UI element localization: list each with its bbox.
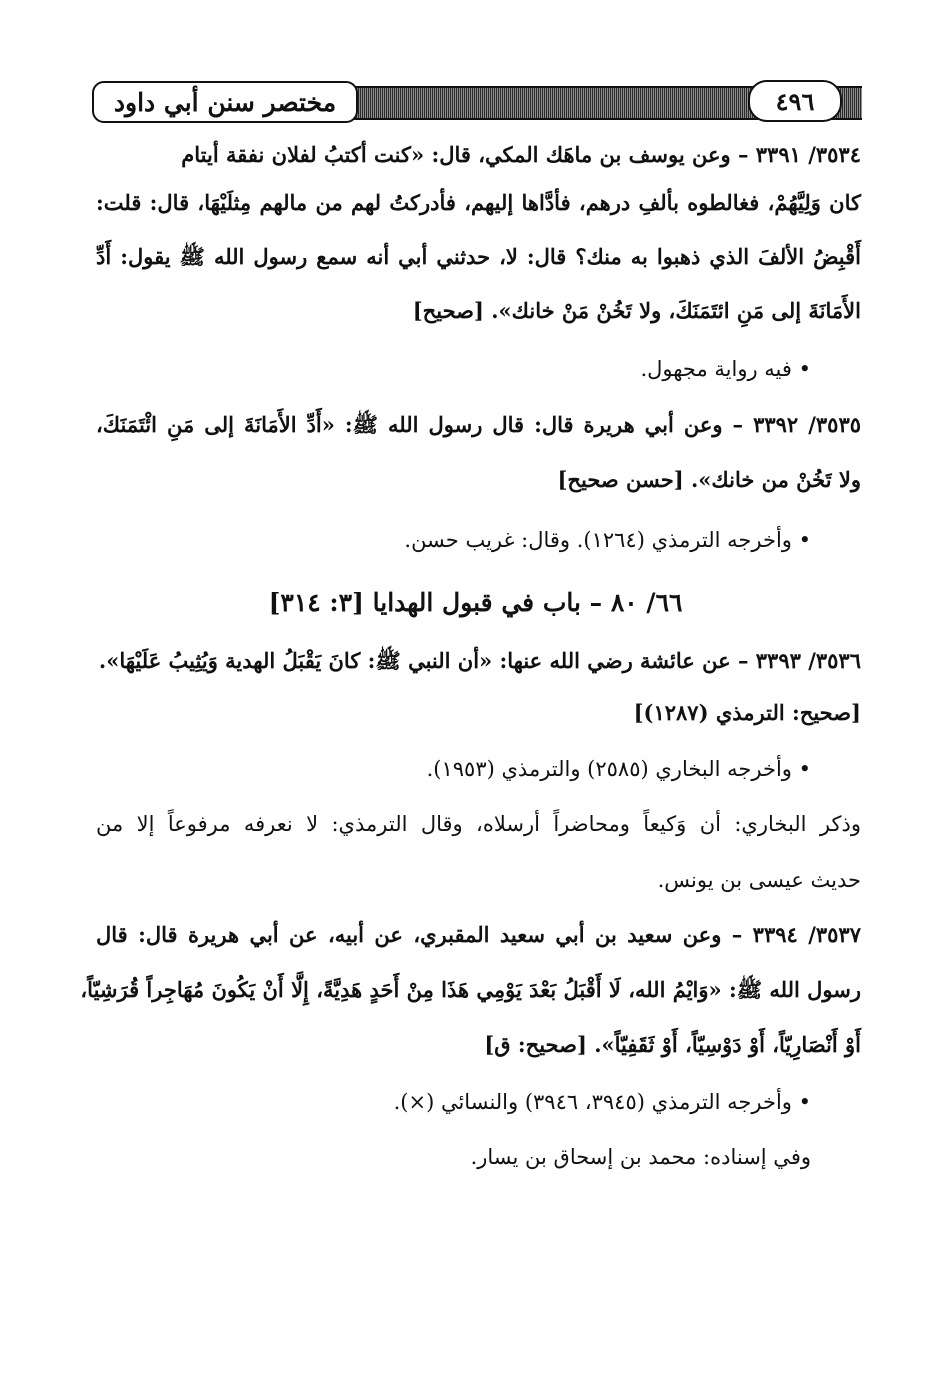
note-3536-3: حديث عيسى بن يونس. bbox=[657, 868, 861, 892]
hadith-3535-line-1: ٣٥٣٥/ ٣٣٩٢ – وعن أبي هريرة قال: قال رسول الله ﷺ: «أَدِّ الأَمَانَةَ إلى مَنِ ائْتَمَنَكَ، bbox=[96, 412, 862, 437]
hadith-3535-line-2: ولا تَخُنْ من خانك». [حسن صحيح] bbox=[557, 467, 861, 492]
note-3536-1: • وأخرجه البخاري (٢٥٨٥) والترمذي (١٩٥٣). bbox=[426, 757, 811, 781]
hadith-3534-line-1: ٣٥٣٤/ ٣٣٩١ – وعن يوسف بن ماهَك المكي، قال: «كنت أكتبُ لفلان نفقة أيتام bbox=[181, 142, 861, 167]
book-title: مختصر سنن أبي داود bbox=[92, 81, 358, 123]
hadith-3537-line-2: رسول الله ﷺ: «وَايْمُ الله، لَا أَقْبَلُ بَعْدَ يَوْمِي هَذَا مِنْ أَحَدٍ هَدِيَّةً، إِلَّا أَنْ يَكُونَ مُهَاجِراً قُرَشِيّاً، bbox=[80, 977, 861, 1002]
hadith-3534-line-2: كان وَلِيَّهُمْ، فغالطوه بألفِ درهم، فأدَّاها إليهم، فأدركتُ لهم من مالهم مِثلَيْهَا، قال: قلت: bbox=[96, 190, 861, 215]
chapter-heading: ٦٦/ ٨٠ – باب في قبول الهدايا [٣: ٣١٤] bbox=[268, 588, 683, 617]
hadith-3536-line-1: ٣٥٣٦/ ٣٣٩٣ – عن عائشة رضي الله عنها: «أن النبي ﷺ: كانَ يَقْبَلُ الهدية وَيُثِيبُ عَلَيْهَا». bbox=[98, 648, 861, 673]
hadith-3534-line-3: أَقْبِضُ الألفَ الذي ذهبوا به منك؟ قال: لا، حدثني أبي أنه سمع رسول الله ﷺ يقول: أَدِّ bbox=[96, 244, 861, 269]
note-3535: • وأخرجه الترمذي (١٢٦٤). وقال: غريب حسن. bbox=[404, 528, 811, 552]
hadith-3534-line-4: الأَمَانَةَ إلى مَنِ ائتَمَنَكَ، ولا تَخُنْ مَنْ خانك». [صحيح] bbox=[412, 298, 861, 323]
note-3536-2: وذكر البخاري: أن وَكيعاً ومحاضراً أرسلاه، وقال الترمذي: لا نعرفه مرفوعاً إلا من bbox=[96, 812, 861, 836]
page-number: ٤٩٦ bbox=[748, 80, 842, 122]
note-3537-2: وفي إسناده: محمد بن إسحاق بن يسار. bbox=[470, 1145, 811, 1169]
note-3534: • فيه رواية مجهول. bbox=[640, 357, 811, 381]
hadith-3537-line-1: ٣٥٣٧/ ٣٣٩٤ – وعن سعيد بن أبي سعيد المقبري، عن أبيه، عن أبي هريرة قال: قال bbox=[96, 922, 861, 947]
note-3537-1: • وأخرجه الترمذي (٣٩٤٥، ٣٩٤٦) والنسائي (×). bbox=[393, 1090, 811, 1114]
hadith-3536-line-2: [صحيح: الترمذي (١٢٨٧)] bbox=[633, 700, 861, 725]
hadith-3537-line-3: أَوْ أَنْصَارِيّاً، أَوْ دَوْسِيّاً، أَوْ ثَقَفِيّاً». [صحيح: ق] bbox=[484, 1032, 861, 1057]
